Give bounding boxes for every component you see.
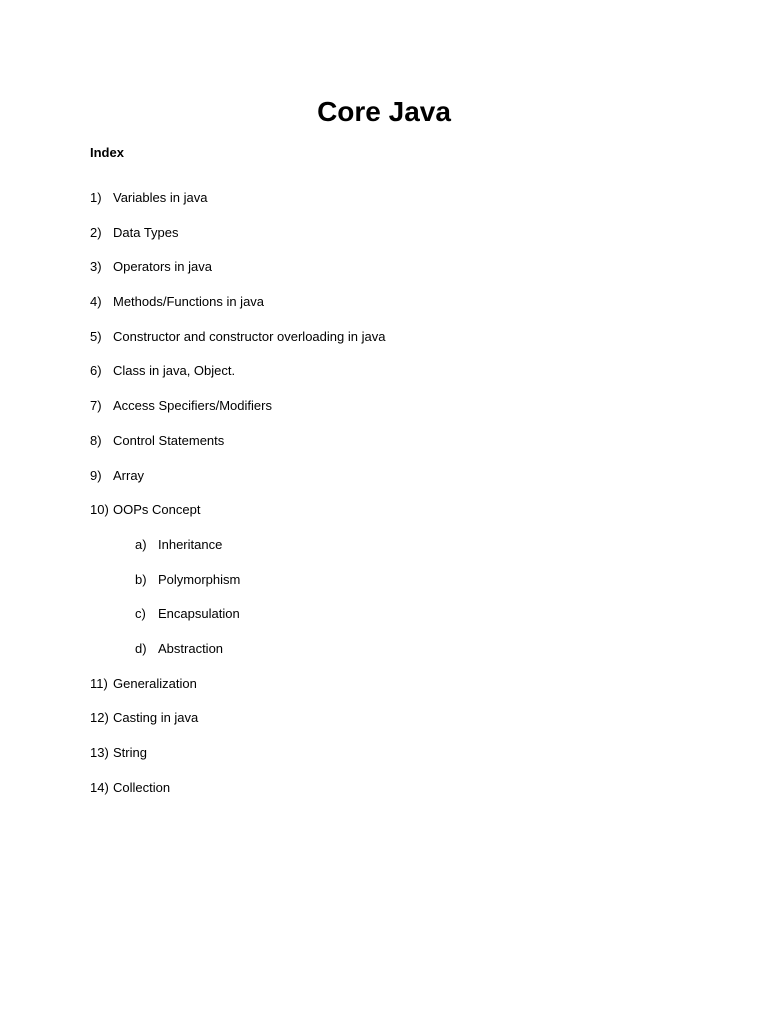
index-item-number: b) bbox=[135, 571, 147, 587]
index-subitem bbox=[0, 641, 768, 676]
index-item bbox=[0, 294, 768, 329]
index-item-label: Abstraction bbox=[158, 640, 224, 656]
index-item-label: Access Specifiers/Modifiers bbox=[113, 398, 272, 414]
index-item bbox=[0, 329, 768, 364]
index-item-number: 4) bbox=[90, 294, 102, 310]
index-item-label: Constructor and constructor overloading in java bbox=[113, 328, 386, 344]
index-subitem bbox=[0, 606, 768, 641]
index-item-label: Generalization bbox=[113, 675, 197, 691]
index-item-number: 2) bbox=[90, 224, 102, 240]
index-item-label: Collection bbox=[113, 779, 171, 795]
index-item-label: Methods/Functions in java bbox=[113, 294, 265, 310]
index-item-number: 6) bbox=[90, 363, 102, 379]
index-item-label: Polymorphism bbox=[158, 571, 241, 587]
index-item-label: String bbox=[113, 745, 147, 760]
page-title: Core Java bbox=[317, 96, 451, 127]
index-item bbox=[0, 259, 768, 294]
index-item-label: OOPs Concept bbox=[113, 502, 201, 518]
index-item bbox=[0, 225, 768, 260]
index-item-number: 1) bbox=[90, 190, 102, 205]
index-item-label: Encapsulation bbox=[158, 606, 240, 622]
index-item bbox=[0, 780, 768, 815]
index-item-number: 10) bbox=[90, 502, 109, 518]
index-item-number: 5) bbox=[90, 328, 102, 344]
index-item-number: 8) bbox=[90, 432, 102, 448]
index-item-number: 7) bbox=[90, 398, 102, 414]
index-item-number: a) bbox=[135, 536, 147, 552]
index-item-label: Data Types bbox=[113, 224, 179, 240]
index-item-number: 13) bbox=[90, 745, 109, 760]
index-heading: Index bbox=[90, 145, 124, 160]
index-item bbox=[0, 468, 768, 503]
index-item bbox=[0, 710, 768, 745]
index-item-label: Array bbox=[113, 467, 145, 483]
index-list bbox=[0, 190, 768, 814]
index-subitem bbox=[0, 537, 768, 572]
index-item bbox=[0, 502, 768, 537]
index-item bbox=[0, 745, 768, 780]
index-item-number: 3) bbox=[90, 259, 102, 275]
index-item bbox=[0, 433, 768, 468]
index-item-number: 11) bbox=[90, 675, 108, 691]
index-item-number: 14) bbox=[90, 779, 109, 795]
index-item-label: Inheritance bbox=[158, 536, 223, 552]
index-item-label: Class in java, Object. bbox=[113, 363, 236, 379]
index-item-number: c) bbox=[135, 606, 146, 622]
index-item-label: Control Statements bbox=[113, 432, 225, 448]
index-item-label: Variables in java bbox=[113, 190, 208, 205]
index-item bbox=[0, 190, 768, 225]
index-item-label: Casting in java bbox=[113, 710, 199, 726]
index-item-number: 12) bbox=[90, 710, 109, 726]
index-item bbox=[0, 676, 768, 711]
index-item-number: 9) bbox=[90, 467, 102, 483]
index-subitem bbox=[0, 572, 768, 607]
index-item-number: d) bbox=[135, 640, 147, 656]
index-item-label: Operators in java bbox=[113, 259, 212, 275]
index-item bbox=[0, 398, 768, 433]
index-item bbox=[0, 363, 768, 398]
